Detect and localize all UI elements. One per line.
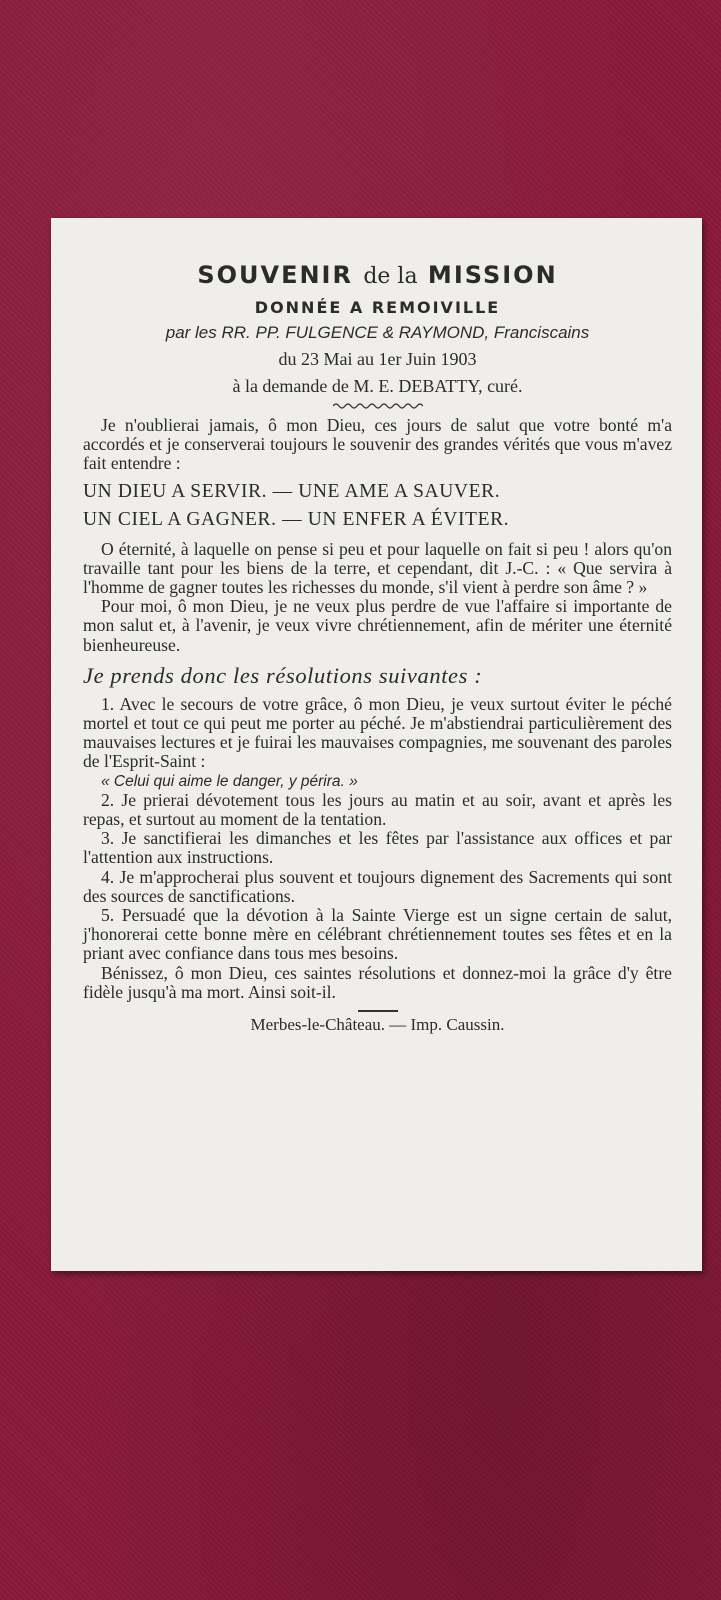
maxim-line-1: UN DIEU A SERVIR. — UNE AME A SAUVER. [83, 480, 501, 502]
intro-paragraph: Je n'oublierai jamais, ô mon Dieu, ces jours de salut que votre bonté m'a accordés et je conserverai toujours le souvenir des grandes vérités que vous m'avez fait entendre : [83, 415, 672, 474]
resolutions-heading: Je prends donc les résolutions suivantes : [83, 662, 483, 688]
resolution-3: 3. Je sanctifierai les dimanches et les fêtes par l'assistance aux offices et par l'attention aux instructions. [83, 828, 672, 868]
card-byline: par les RR. PP. FULGENCE & RAYMOND, Franciscains [165, 323, 590, 342]
printer-line: Merbes-le-Château. — Imp. Caussin. [250, 1015, 505, 1035]
maxim-line-2: UN CIEL A GAGNER. — UN ENFER A ÉVITER. [83, 508, 510, 530]
closing-rule [358, 1010, 398, 1012]
resolution-1-quote: « Celui qui aime le danger, y périra. » [101, 772, 358, 790]
request-line: à la demande de M. E. DEBATTY, curé. [232, 376, 523, 396]
resolution-1: 1. Avec le secours de votre grâce, ô mon Dieu, je veux surtout éviter le péché mortel et tout ce qui peut me porter au péché. Je m'abstiendrai particulièrement des mauvaises lectures et je fuirai les mauvaises compagnies, me souvenant des paroles de l'Esprit-Saint : [83, 693, 672, 772]
resolution-5: 5. Persuadé que la dévotion à la Sainte Vierge est un signe certain de salut, j'honorerai cette bonne mère en célébrant chrétiennement toutes ses fêtes et en la priant avec confiance dans tous mes besoins. [83, 905, 672, 964]
resolution-2: 2. Je prierai dévotement tous les jours au matin et au soir, avant et après les repas, et surtout au moment de la tentation. [83, 789, 672, 830]
blessing-paragraph: Bénissez, ô mon Dieu, ces saintes résolutions et donnez-moi la grâce d'y être fidèle jusqu'à ma mort. Ainsi soit-il. [83, 962, 672, 1002]
title-mission: MISSION [417, 261, 558, 289]
eternity-paragraph: O éternité, à laquelle on pense si peu et pour laquelle on fait si peu ! alors qu'on travaille tant pour les biens de la terre, et cependant, dit J.-C. : « Que servira à l'homme de gagner toutes les richesses du monde, s'il vient à perdre son âme ? » [83, 538, 672, 598]
card-title [83, 260, 672, 292]
salvation-paragraph: Pour moi, ô mon Dieu, je ne veux plus perdre de vue l'affaire si importante de mon salut et, à l'avenir, je veux vivre chrétiennement, afin de mériter une éternité bienheureuse. [83, 596, 672, 655]
card-subtitle: DONNÉE A REMOIVILLE [254, 298, 501, 317]
prayer-card [51, 218, 702, 1271]
title-de-la: de la [363, 264, 418, 289]
wavy-divider-icon [333, 402, 423, 410]
mission-dates: du 23 Mai au 1er Juin 1903 [278, 349, 477, 369]
title-souvenir: SOUVENIR [197, 261, 364, 289]
resolution-4: 4. Je m'approcherai plus souvent et toujours dignement des Sacrements qui sont des sources de sanctifications. [83, 866, 672, 906]
